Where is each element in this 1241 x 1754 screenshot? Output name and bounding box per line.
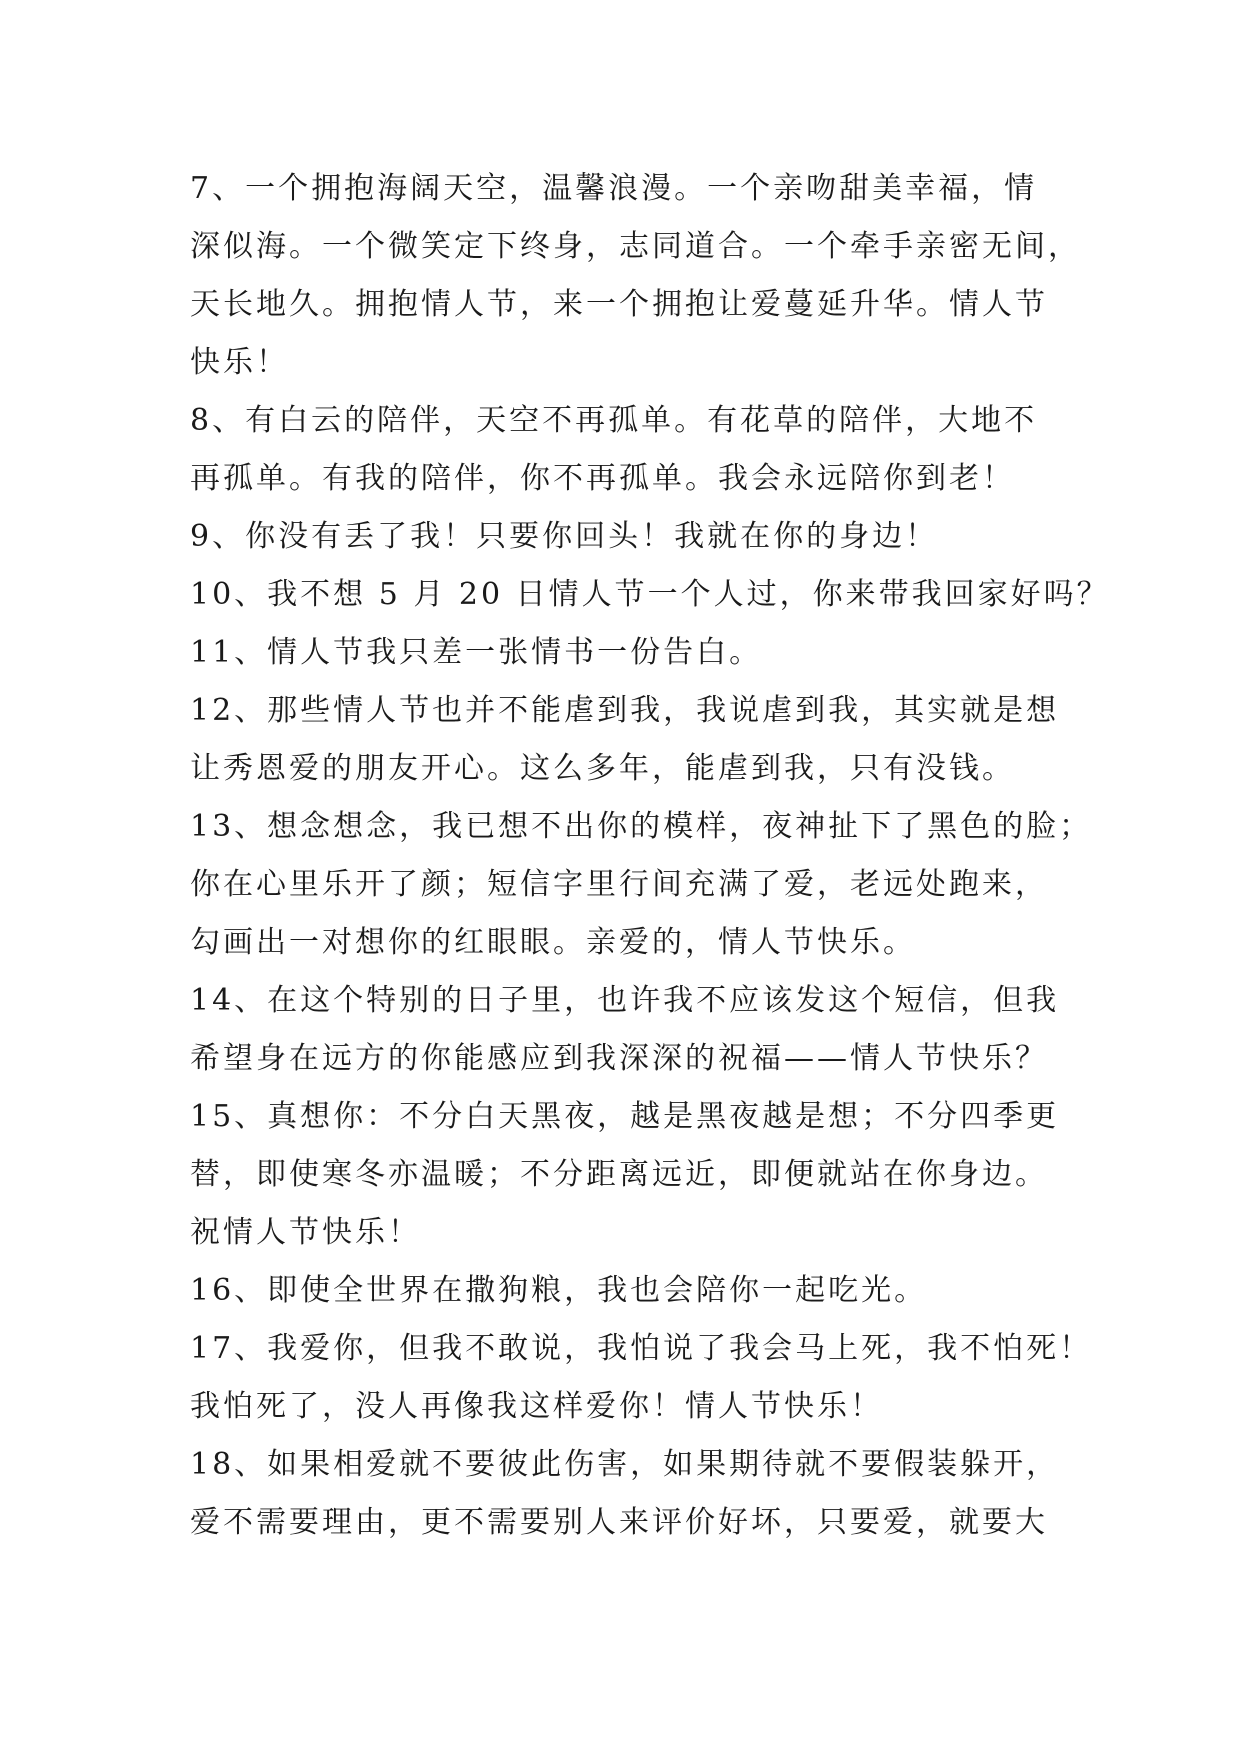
text-line: 17、我爱你，但我不敢说，我怕说了我会马上死，我不怕死！ <box>190 1331 1093 1366</box>
text-line: 我怕死了，没人再像我这样爱你！情人节快乐！ <box>190 1389 883 1424</box>
text-line: 勾画出一对想你的红眼眼。亲爱的，情人节快乐。 <box>190 925 916 960</box>
text-line: 18、如果相爱就不要彼此伤害，如果期待就不要假装躲开， <box>190 1447 1060 1482</box>
text-line: 天长地久。拥抱情人节，来一个拥抱让爱蔓延升华。情人节 <box>190 287 1048 322</box>
text-line: 让秀恩爱的朋友开心。这么多年，能虐到我，只有没钱。 <box>190 751 1015 786</box>
text-line: 你在心里乐开了颜；短信字里行间充满了爱，老远处跑来， <box>190 867 1048 902</box>
text-line: 祝情人节快乐！ <box>190 1215 421 1250</box>
text-line: 深似海。一个微笑定下终身，志同道合。一个牵手亲密无间， <box>190 229 1081 264</box>
text-line: 15、真想你：不分白天黑夜，越是黑夜越是想；不分四季更 <box>190 1099 1060 1134</box>
text-line: 8、有白云的陪伴，天空不再孤单。有花草的陪伴，大地不 <box>190 403 1038 438</box>
document-body <box>190 160 1110 1552</box>
text-line: 12、那些情人节也并不能虐到我，我说虐到我，其实就是想 <box>190 693 1060 728</box>
text-line: 快乐！ <box>190 345 289 380</box>
text-line: 9、你没有丢了我！只要你回头！我就在你的身边！ <box>190 519 939 554</box>
text-line: 爱不需要理由，更不需要别人来评价好坏，只要爱，就要大 <box>190 1505 1048 1540</box>
text-line: 替，即使寒冬亦温暖；不分距离远近，即便就站在你身边。 <box>190 1157 1048 1192</box>
text-line: 7、一个拥抱海阔天空，温馨浪漫。一个亲吻甜美幸福，情 <box>190 171 1038 206</box>
text-line: 13、想念想念，我已想不出你的模样，夜神扯下了黑色的脸； <box>190 809 1093 844</box>
text-line: 10、我不想 5 月 20 日情人节一个人过，你来带我回家好吗？ <box>190 577 1110 612</box>
text-line: 希望身在远方的你能感应到我深深的祝福——情人节快乐？ <box>190 1041 1048 1076</box>
text-line: 16、即使全世界在撒狗粮，我也会陪你一起吃光。 <box>190 1273 928 1308</box>
text-line: 再孤单。有我的陪伴，你不再孤单。我会永远陪你到老！ <box>190 461 1015 496</box>
text-line: 14、在这个特别的日子里，也许我不应该发这个短信，但我 <box>190 983 1060 1018</box>
text-line: 11、情人节我只差一张情书一份告白。 <box>190 635 763 670</box>
